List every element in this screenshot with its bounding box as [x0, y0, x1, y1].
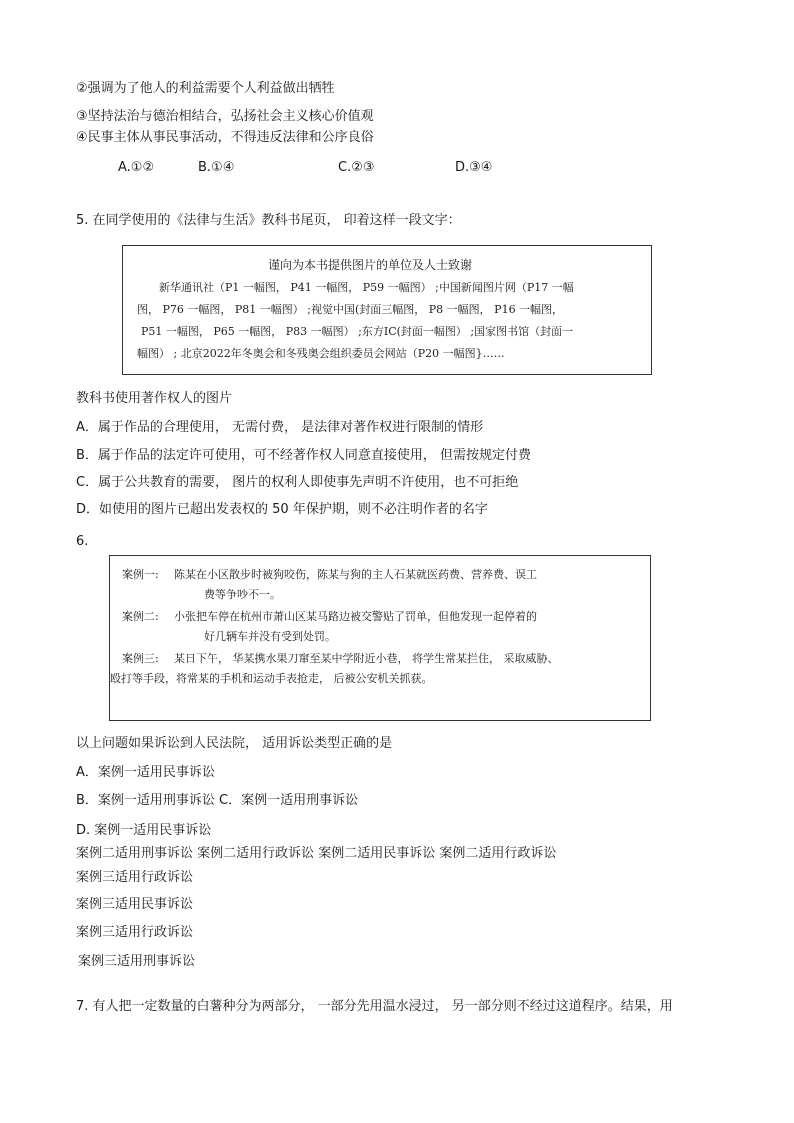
- case-1-text: 陈某在小区散步时被狗咬伤，陈某与狗的主人石某就医药费、营养费、误工: [174, 568, 537, 581]
- q4-option-a: A.①②: [118, 160, 155, 175]
- q6-case3-option: 案例三适用民事诉讼: [76, 897, 194, 912]
- q6-case2-options: 案例二适用刑事诉讼 案例二适用行政诉讼 案例二适用民事诉讼 案例二适用行政诉讼: [76, 846, 557, 861]
- acknowledgement-line: 图， P76 一幅图， P81 一幅图） ;视觉中国(封面三幅图， P8 一幅图， P16 一幅图，: [137, 303, 564, 316]
- statement-4: ④民事主体从事民事活动，不得违反法律和公序良俗: [76, 130, 374, 145]
- q6-case3-option: 案例三适用行政诉讼: [76, 870, 194, 885]
- case-3-text: 殴打等手段，将常某的手机和运动手表抢走， 后被公安机关抓获。: [110, 672, 433, 685]
- q7-stem: 7. 有人把一定数量的白薯种分为两部分， 一部分先用温水浸过， 另一部分则不经过这道程序。结果，用: [76, 999, 673, 1014]
- q5-stem: 5. 在同学使用的《法律与生活》教科书尾页， 印着这样一段文字：: [76, 213, 461, 228]
- q4-option-b: B.①④: [198, 160, 235, 175]
- case-2-text: 小张把车停在杭州市萧山区某马路边被交警贴了罚单，但他发现一起停着的: [174, 610, 537, 623]
- q5-option-b: B．属于作品的法定许可使用，可不经著作权人同意直接使用， 但需按规定付费: [76, 448, 532, 463]
- q4-option-c: C.②③: [338, 160, 375, 175]
- q6-number: 6.: [76, 534, 89, 549]
- statement-2: ②强调为了他人的利益需要个人利益做出牺牲: [76, 81, 335, 96]
- q6-case3-option: 案例三适用刑事诉讼: [78, 954, 196, 969]
- q6-case3-option: 案例三适用行政诉讼: [76, 925, 194, 940]
- cases-box: [109, 555, 651, 721]
- case-3-text: 某日下午， 华某携水果刀窜至某中学附近小巷， 将学生常某拦住， 采取威胁、: [174, 652, 559, 665]
- q5-option-d: D．如使用的图片已超出发表权的 50 年保护期，则不必注明作者的名字: [76, 502, 488, 517]
- q6-option-d: D. 案例一适用民事诉讼: [76, 823, 212, 838]
- case-3-label: 案例三:: [122, 652, 159, 665]
- acknowledgement-line: 幅图） ; 北京2022年冬奥会和冬残奥会组织委员会网站（P20 一幅图}……: [137, 347, 505, 360]
- case-2-text: 好几辆车并没有受到处罚。: [204, 630, 336, 643]
- q4-option-d: D.③④: [455, 160, 493, 175]
- q5-question: 教科书使用著作权人的图片: [76, 391, 233, 406]
- q5-option-c: C．属于公共教育的需要， 图片的权利人即使事先声明不许使用，也不可拒绝: [76, 475, 519, 490]
- case-2-label: 案例二:: [122, 610, 159, 623]
- case-1-label: 案例一:: [122, 568, 159, 581]
- acknowledgement-line: 新华通讯社（P1 一幅图， P41 一幅图， P59 一幅图） ;中国新闻图片网（P17 一幅: [159, 281, 574, 294]
- acknowledgement-line: P51 一幅图， P65 一幅图， P83 一幅图） ;东方IC(封面一幅图） ;国家图书馆（封面一: [141, 325, 574, 338]
- q6-question: 以上问题如果诉讼到人民法院， 适用诉讼类型正确的是: [76, 736, 393, 751]
- acknowledgement-title: 谨向为本书提供图片的单位及人士致谢: [268, 258, 473, 272]
- q6-option-b-c: B．案例一适用刑事诉讼 C．案例一适用刑事诉讼: [76, 793, 359, 808]
- statement-3: ③坚持法治与德治相结合，弘扬社会主义核心价值观: [76, 109, 374, 124]
- acknowledgement-box: [122, 245, 652, 375]
- q5-option-a: A．属于作品的合理使用， 无需付费， 是法律对著作权进行限制的情形: [76, 420, 484, 435]
- q6-option-a: A．案例一适用民事诉讼: [76, 765, 215, 780]
- case-1-text: 费等争吵不一。: [204, 588, 281, 601]
